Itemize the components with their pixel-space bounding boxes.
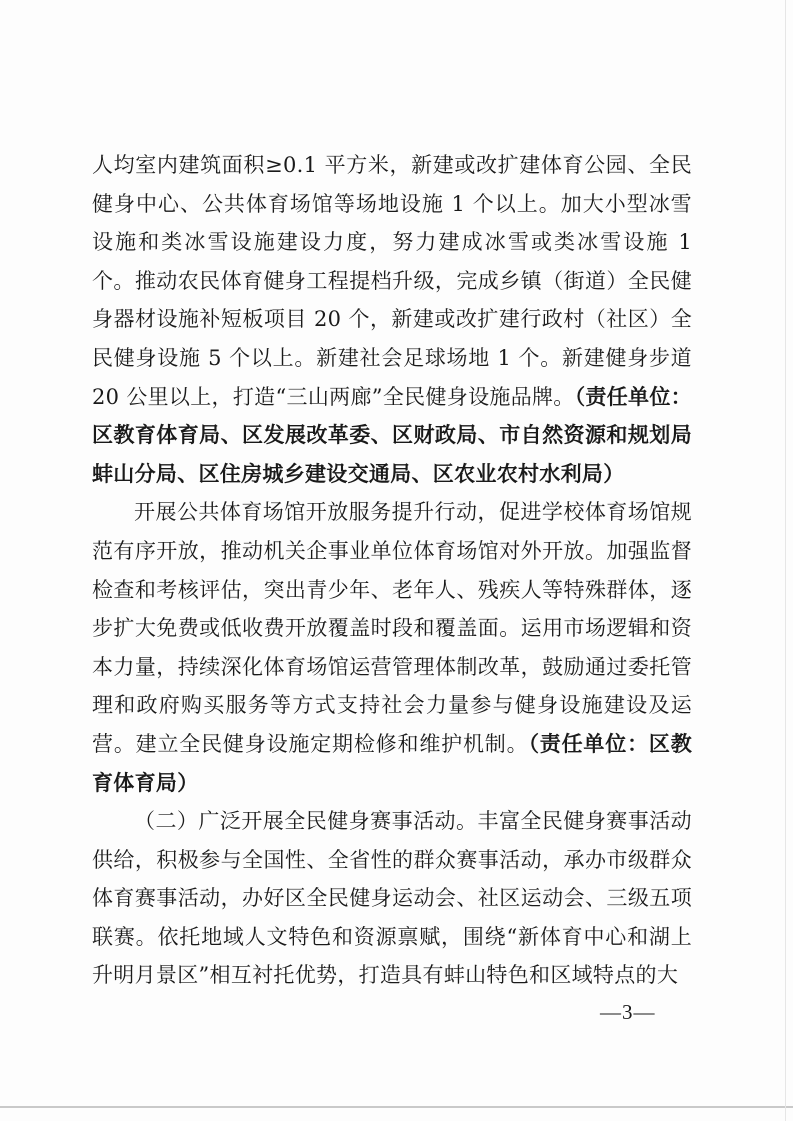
- paragraph-2-text: 开展公共体育场馆开放服务提升行动，促进学校体育场馆规范有序开放，推动机关企事业单位体育场馆对外开放。加强监督检查和考核评估，突出青少年、老年人、残疾人等特殊群体，逐步扩大免费或低收费开放覆盖时段和覆盖面。运用市场逻辑和资本力量，持续深化体育场馆运营管理体制改革，鼓励通过委托管理和政府购买服务等方式支持社会力量参与健身设施建设及运营。建立全民健身设施定期检修和维护机制。: [92, 500, 692, 756]
- paragraph-2-responsibility: （责任单位：区教育体育局）: [92, 731, 693, 795]
- paragraph-2: [92, 493, 692, 802]
- body-text: [92, 146, 692, 995]
- paragraph-1-responsibility: （责任单位：区教育体育局、区发展改革委、区财政局、市自然资源和规划局蚌山分局、区住房城乡建设交通局、区农业农村水利局）: [92, 384, 692, 486]
- scan-edge-right: [785, 0, 786, 1121]
- paragraph-3-text: （二）广泛开展全民健身赛事活动。丰富全民健身赛事活动供给，积极参与全国性、全省性的群众赛事活动，承办市级群众体育赛事活动，办好区全民健身运动会、社区运动会、三级五项联赛。依托地域人文特色和资源禀赋，围绕“新体育中心和湖上升明月景区”相互衬托优势，打造具有蚌山特色和区域特点的大: [92, 809, 692, 988]
- scan-edge-bottom: [0, 1106, 793, 1108]
- paragraph-3: [92, 802, 692, 995]
- page-number: —3—: [600, 1000, 656, 1024]
- paragraph-1-text: 人均室内建筑面积≥0.1 平方米，新建或改扩建体育公园、全民健身中心、公共体育场馆等场地设施 1 个以上。加大小型冰雪设施和类冰雪设施建设力度，努力建成冰雪或类冰雪设施 1 个。推动农民体育健身工程提档升级，完成乡镇（街道）全民健身器材设施补短板项目 20 个，新建或改扩建行政村（社区）全民健身设施 5 个以上。新建社会足球场地 1 个。新建健身步道 20 公里以上，打造“三山两廊”全民健身设施品牌。: [92, 153, 692, 409]
- paragraph-1: [92, 146, 692, 493]
